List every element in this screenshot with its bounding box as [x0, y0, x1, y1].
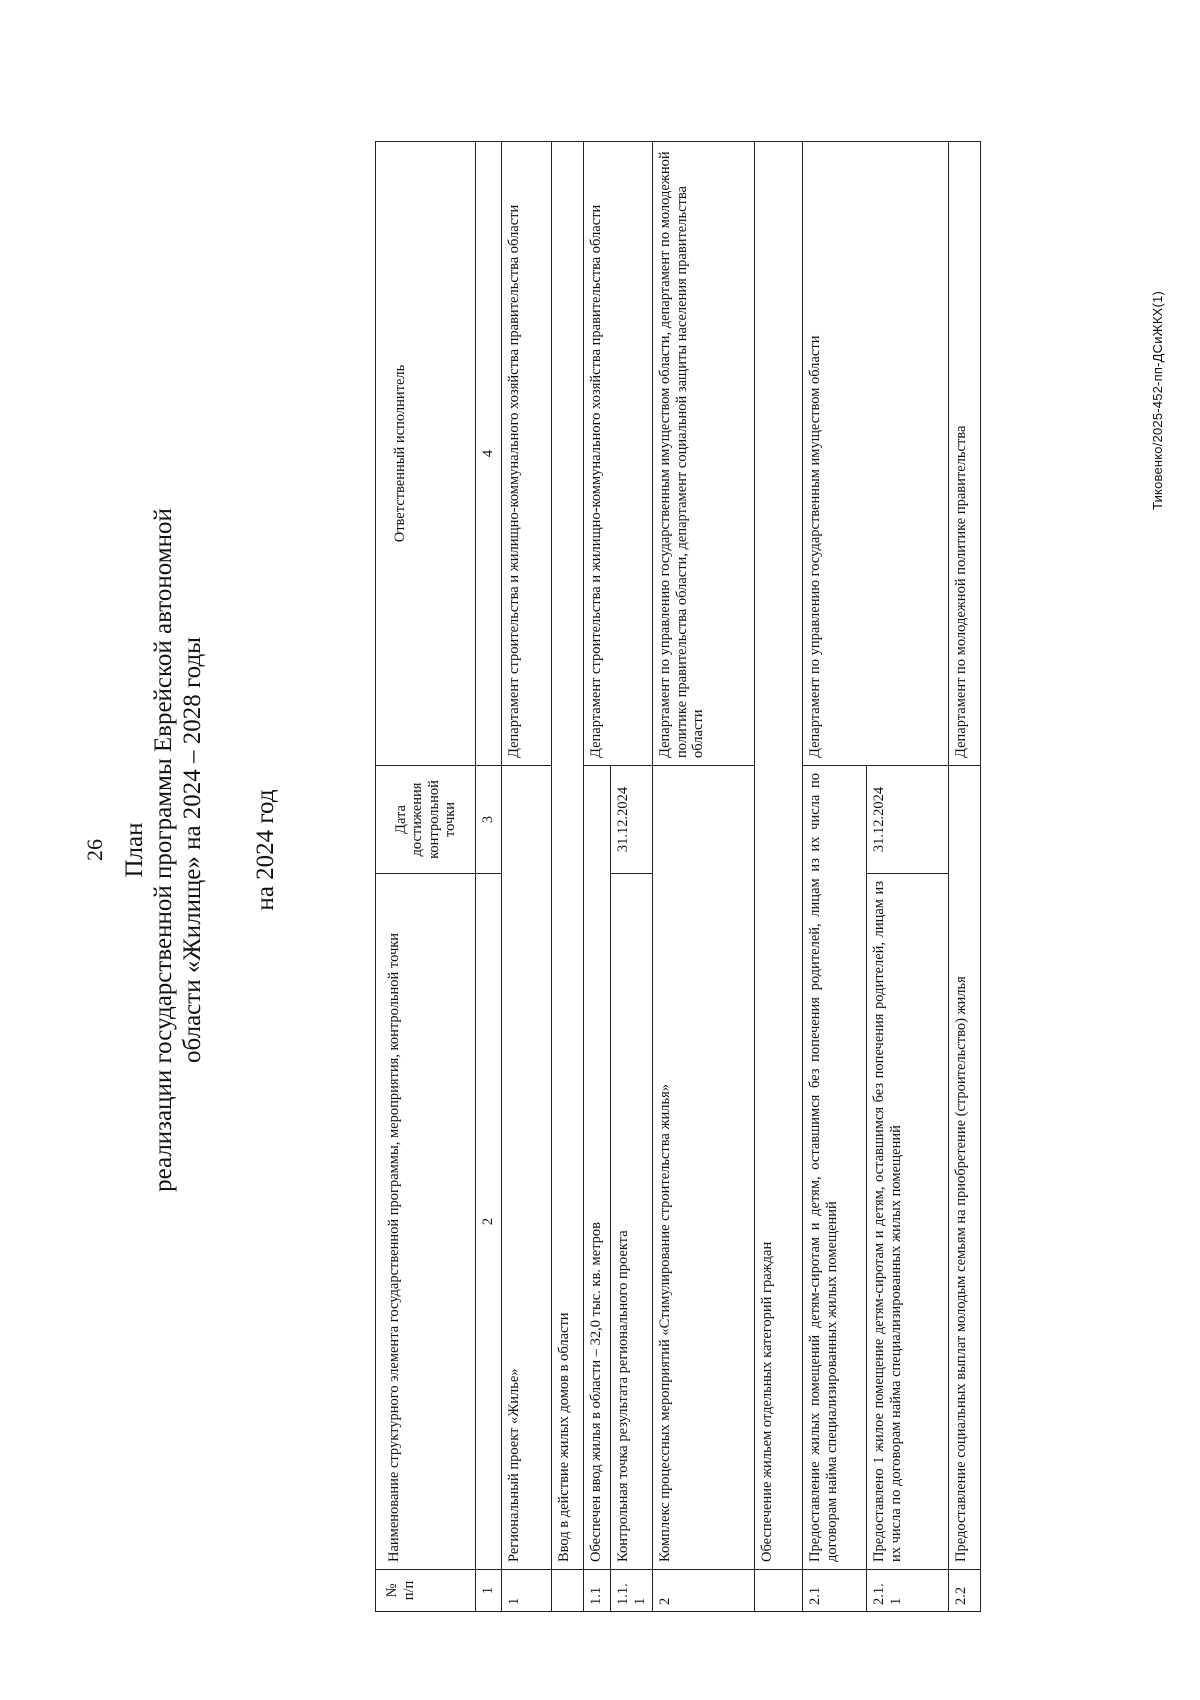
- row-executor: Департамент по управлению государственным имуществом области: [803, 142, 949, 766]
- row-name: Предоставление жилых помещений детям-сиротам и детям, оставшимся без попечения родителей, лицам из их числа по договорам найма специализированных жилых помещений: [803, 766, 867, 1570]
- row-num-empty: [755, 1570, 803, 1612]
- col-number-4: 4: [476, 142, 502, 766]
- row-num: 1.1.1: [611, 1570, 653, 1612]
- table-row: [803, 142, 867, 1612]
- row-num-empty: [552, 1570, 584, 1612]
- title-line-1: План: [121, 822, 148, 878]
- title-line-2: реализации государственной программы Еврейской автономной: [150, 508, 177, 1192]
- task-row: [755, 142, 803, 1612]
- row-date: 31.12.2024: [867, 766, 949, 874]
- col-number-3: 3: [476, 766, 502, 874]
- row-executor: Департамент строительства и жилищно-коммунального хозяйства правительства области: [584, 142, 653, 766]
- title-line-3: области «Жилище» на 2024 – 2028 годы: [179, 637, 206, 1063]
- row-num: 2.1.1: [867, 1570, 949, 1612]
- table-row: [949, 142, 981, 1612]
- row-num: 2: [653, 1570, 755, 1612]
- document-title: [120, 250, 207, 1450]
- row-date: 31.12.2024: [611, 766, 653, 874]
- row-name: Обеспечен ввод жилья в области – 32,0 тыс. кв. метров: [584, 766, 611, 1570]
- row-name: Предоставлено 1 жилое помещение детям-сиротам и детям, оставшимся без попечения родителей, лицам из их числа по договорам найма специализированных жилых помещений: [867, 874, 949, 1570]
- column-numbers-row: [476, 142, 502, 1612]
- document-id-footer: Тиковенко/2025-452-пп-ДСиЖКХ(1): [1150, 290, 1165, 510]
- col-number-2: 2: [476, 874, 502, 1570]
- row-executor: Департамент по управлению государственным имуществом области, департамент по молодежной политике правительства области, департамент социальной защиты населения правительства области: [653, 142, 755, 766]
- row-name: Контрольная точка результата регионального проекта: [611, 874, 653, 1570]
- table-row: [502, 142, 552, 1612]
- task-row: [552, 142, 584, 1612]
- row-name: Предоставление социальных выплат молодым семьям на приобретение (строительство) жилья: [949, 766, 981, 1570]
- header-date: Дата достижения контрольной точки: [376, 766, 476, 874]
- header-name: Наименование структурного элемента государственной программы, мероприятия, контрольной точки: [376, 874, 476, 1570]
- table-row: [584, 142, 611, 1612]
- row-name: Региональный проект «Жилье»: [502, 766, 552, 1570]
- col-number-1: 1: [476, 1570, 502, 1612]
- row-num: 1: [502, 1570, 552, 1612]
- table-row: [653, 142, 755, 1612]
- row-num: 2.1: [803, 1570, 867, 1612]
- header-num: № п/п: [376, 1570, 476, 1612]
- row-name: Комплекс процессных мероприятий «Стимулирование строительства жилья»: [653, 766, 755, 1570]
- task-name: Обеспечение жильем отдельных категорий граждан: [755, 142, 803, 1570]
- row-num: 2.2: [949, 1570, 981, 1612]
- task-name: Ввод в действие жилых домов в области: [552, 142, 584, 1570]
- table-header-row: [376, 142, 476, 1612]
- row-executor: Департамент строительства и жилищно-коммунального хозяйства правительства области: [502, 142, 552, 766]
- plan-year-subtitle: на 2024 год: [252, 789, 279, 911]
- row-executor: Департамент по молодежной политике правительства: [949, 142, 981, 766]
- header-executor: Ответственный исполнитель: [376, 142, 476, 766]
- plan-table: [375, 141, 981, 1612]
- page-number: 26: [82, 839, 107, 861]
- row-num: 1.1: [584, 1570, 611, 1612]
